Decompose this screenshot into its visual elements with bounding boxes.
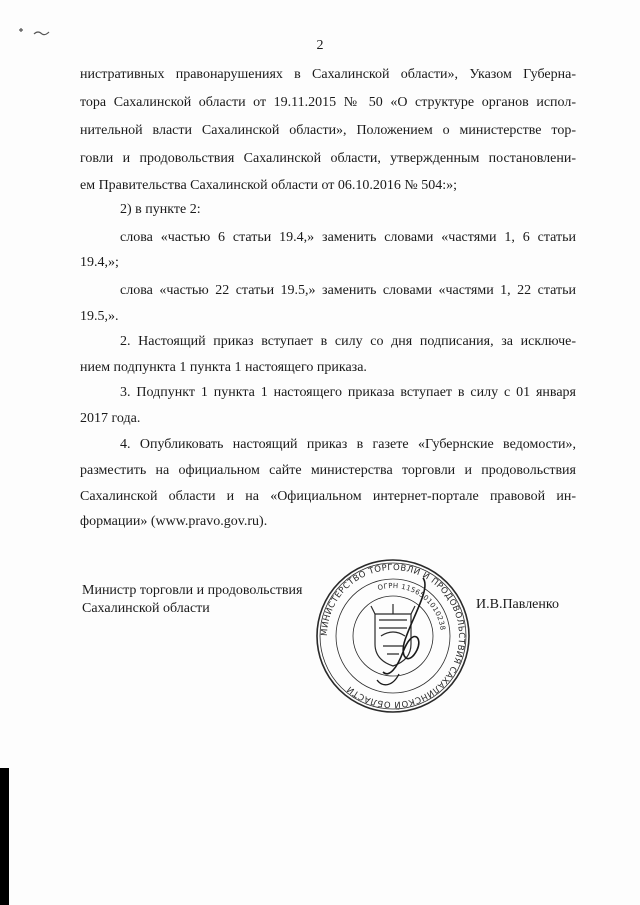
text-line: 19.5,».	[80, 309, 119, 324]
text-line: формации» (www.pravo.gov.ru).	[80, 514, 268, 529]
signatory-title-line: Сахалинской области	[82, 601, 210, 616]
text-line: 2. Настоящий приказ вступает в силу со дня подписания, за исключе-	[120, 334, 576, 349]
official-seal	[313, 556, 473, 716]
text-line: 3. Подпункт 1 пункта 1 настоящего приказа вступает в силу с 01 января	[120, 385, 576, 400]
text-line: нием подпункта 1 пункта 1 настоящего приказа.	[80, 360, 367, 375]
text-line: говли и продовольствия Сахалинской области, утвержденным постановлени-	[80, 151, 576, 166]
coat-of-arms-icon	[371, 604, 415, 666]
seal-inner-text: ОГРН 1156501010238	[376, 581, 447, 631]
signatory-name: И.В.Павленко	[476, 597, 559, 612]
page-number: 2	[316, 38, 324, 53]
scan-edge-bar	[0, 768, 9, 905]
text-line: тора Сахалинской области от 19.11.2015 № 50 «О структуре органов испол-	[80, 95, 576, 110]
text-line: разместить на официальном сайте министерства торговли и продовольствия	[80, 463, 576, 478]
text-line: нистративных правонарушениях в Сахалинской области», Указом Губерна-	[80, 67, 576, 82]
text-line: 4. Опубликовать настоящий приказ в газете «Губернские ведомости»,	[120, 437, 576, 452]
text-line: ем Правительства Сахалинской области от 06.10.2016 № 504:»;	[80, 178, 458, 193]
text-line: нительной власти Сахалинской области», Положением о министерстве тор-	[80, 123, 576, 138]
text-line: слова «частью 6 статьи 19.4,» заменить словами «частями 1, 6 статьи	[120, 230, 576, 245]
seal-outer-text: МИНИСТЕРСТВО ТОРГОВЛИ И ПРОДОВОЛЬСТВИЯ САХАЛИНСКОЙ ОБЛАСТИ	[319, 562, 467, 710]
text-line: 2) в пункте 2:	[120, 202, 201, 217]
signatory-title	[82, 582, 302, 618]
text-line: Сахалинской области и на «Официальном интернет-портале правовой ин-	[80, 489, 576, 504]
text-line: 19.4,»;	[80, 255, 119, 270]
text-line: 2017 года.	[80, 411, 141, 426]
text-line: слова «частью 22 статьи 19.5,» заменить словами «частями 1, 22 статьи	[120, 283, 576, 298]
scan-mark-icon	[18, 26, 52, 40]
signatory-title-line: Министр торговли и продовольствия	[82, 583, 303, 598]
